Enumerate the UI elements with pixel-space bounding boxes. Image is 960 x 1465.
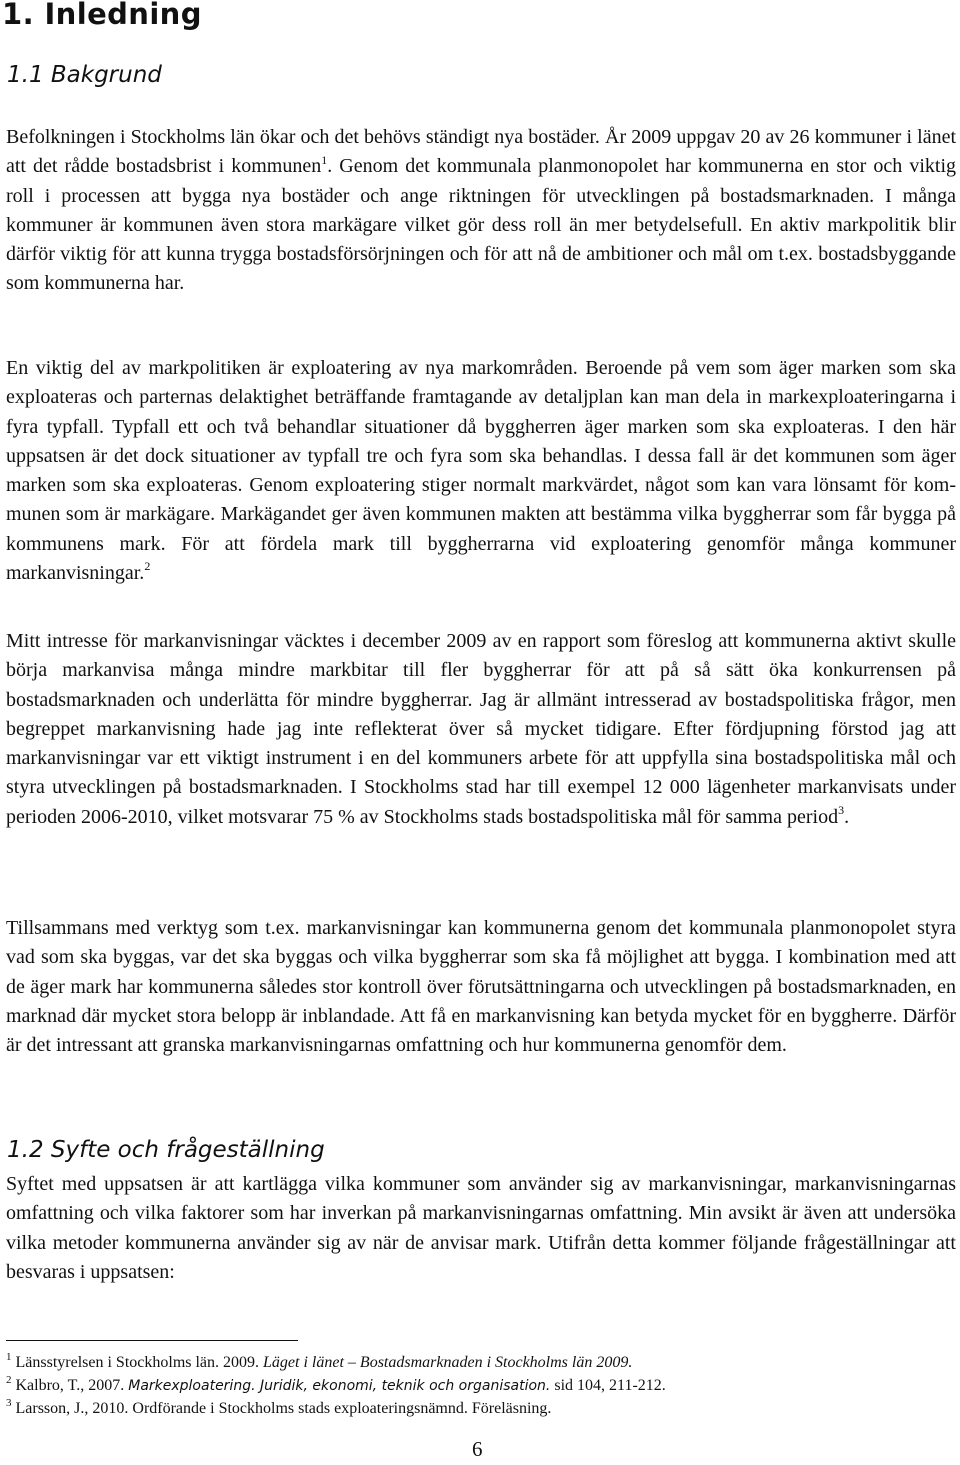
paragraph-1-text-a: Befolkningen i Stockholms län ökar och det behövs ständigt nya bostäder. År 2009 uppgav 20 av 26 kommuner i länet att det rådde bostadsbrist i kommunen bbox=[6, 126, 956, 178]
paragraph-5: Syftet med uppsatsen är att kartlägga vilka kommuner som använder sig av markanvisningar, markanvisningarnas omfattning och vilka faktorer som har inverkan på markanvisningarnas omfattning. Min avsikt är även att undersöka vilka metoder kommunerna använder sig av när de anvisar mark. Utifrån detta kommer följande frågeställningar att besvaras i uppsatsen: bbox=[6, 1173, 956, 1283]
footnote-2-source: Kalbro, T., 2007. bbox=[11, 1377, 129, 1394]
footnote-divider bbox=[6, 1340, 298, 1341]
footnote-2-number: 2 bbox=[6, 1373, 12, 1386]
footnote-1-number: 1 bbox=[6, 1350, 12, 1363]
footnote-ref-2[interactable]: 2 bbox=[144, 559, 151, 574]
footnote-2-pages: sid 104, 211-212. bbox=[550, 1377, 666, 1394]
footnote-1 bbox=[6, 1350, 956, 1373]
paragraph-2-text: En viktig del av markpolitiken är exploatering av nya markområden. Beroende på vem som äger marken som ska exploateras och parternas delaktighet beträffande framtagande av detaljplan kan man dela in markexploateringarna i fyra typfall. Typfall ett och två behandlar situationer då byggherren äger marken som ska exploateras. I den här uppsatsen är det dock situationer av typfall tre och fyra som ska behandlas. I dessa fall är det kommunen som äger marken som ska exploateras. Genom exploatering stiger normalt markvärdet, något som kan vara lönsamt för kommunen som är markägare. Markägandet ger även kommunen makten att bestämma vilka byggherrar som får bygga på kommunens mark. För att fördela mark till byggherrarna vid exploatering genomför många kommuner markanvisningar. bbox=[6, 357, 956, 585]
footnote-3-number: 3 bbox=[6, 1396, 12, 1409]
paragraph-3-text-a: Mitt intresse för markanvisningar väcktes i december 2009 av en rapport som föreslog att kommunerna aktivt skulle börja markanvisa många mindre markbitar till fler byggherrar för att på så sätt öka konkurrensen på bostadsmarknaden och underlätta för mindre byggherrar. Jag är allmänt intresserad av bostadspolitiska frågor, men begreppet markanvisning hade jag inte reflekterat över så mycket tidigare. Efter fördjupning förstod jag att markanvisningar var ett viktigt instrument i en del kommuners arbete för att uppfylla sina bostadspolitiska mål och styra utvecklingen på bostadsmarknaden. I Stockholms stad har till exempel 12 000 lägenheter markanvisats under perioden 2006-2010, vilket motsvarar 75 % av Stockholms stads bostadspolitiska mål för samma period bbox=[6, 630, 956, 828]
paragraph-3 bbox=[6, 627, 956, 832]
section-heading-bakgrund: 1.1 Bakgrund bbox=[7, 62, 162, 88]
page-number: 6 bbox=[472, 1437, 483, 1461]
paragraph-3-text-b: . bbox=[844, 805, 850, 828]
paragraph-1 bbox=[6, 123, 956, 299]
chapter-heading: 1. Inledning bbox=[2, 0, 202, 31]
paragraph-4: Tillsammans med verktyg som t.ex. markanvisningar kan kommunerna genom det kommunala planmonopolet styra vad som ska byggas, var det ska byggas och vilka byggherrar som ska få möjlighet att bygga. I kombination med att de äger mark har kommunerna således stor kontroll över förutsättningarna och utvecklingen på bostadsmarknaden, en marknad där mycket stora belopp är inblandade. Att få en markanvisning kan betyda mycket för en byggherre. Därför är det intressant att granska markanvisningarnas omfattning och hur kommunerna genomför dem. bbox=[6, 917, 956, 1057]
footnote-1-title: Läget i länet – Bostadsmarknaden i Stockholms län 2009. bbox=[263, 1354, 633, 1371]
footnote-3-source: Larsson, J., 2010. Ordförande i Stockholms stads exploateringsnämnd. Föreläsning. bbox=[11, 1400, 552, 1417]
section-heading-syfte: 1.2 Syfte och frågeställning bbox=[7, 1137, 325, 1163]
footnote-ref-1[interactable]: 1 bbox=[321, 152, 328, 167]
footnote-3 bbox=[6, 1396, 956, 1419]
footnote-2-title: Markexploatering. Juridik, ekonomi, teknik och organisation. bbox=[128, 1378, 551, 1394]
footnote-ref-3[interactable]: 3 bbox=[838, 803, 845, 818]
footnote-1-source: Länsstyrelsen i Stockholms län. 2009. bbox=[11, 1354, 264, 1371]
paragraph-2 bbox=[6, 354, 956, 588]
paragraph-1-text-b: . Genom det kommunala planmonopolet har kommunerna en stor och viktig roll i processen att bygga nya bostäder och ange riktningen för utvecklingen på bostadsmarknaden. I många kommuner är kommunen även stora markägare vilket gör dess roll än mer betydelsefull. En aktiv markpolitik blir därför viktig för att kunna trygga bostadsförsörjningen och för att nå de ambitioner och mål om t.ex. bostadsbyggande som kommunerna har. bbox=[6, 155, 956, 295]
footnote-2 bbox=[6, 1373, 956, 1396]
